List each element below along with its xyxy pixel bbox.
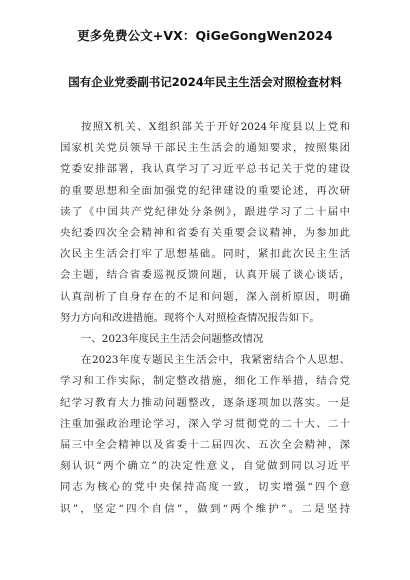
paragraph-line: 党委安排部署，我认真学习了习近平总书记关于党的建设 xyxy=(60,163,350,176)
paragraph-line: 认真剖析了自身存在的不足和问题，深入剖析原因，明确 xyxy=(60,290,350,303)
paragraph-line: 按照X机关、X组织部关于开好2024年度县以上党和 xyxy=(81,121,350,133)
paragraph-line: 国家机关党员领导干部民主生活会的通知要求，按照集团 xyxy=(60,142,350,155)
paragraph-line: 次民主生活会打牢了思想基础。同时，紧扣此次民主生活 xyxy=(60,248,350,261)
section-heading: 一、2023年度民主生活会问题整改情况 xyxy=(81,333,264,346)
paragraph-line: 识”，坚定“四个自信”，做到“两个维护”。二是坚持 xyxy=(60,502,350,515)
paragraph-line: 刻认识“两个确立”的决定性意义，自觉做到同以习近平 xyxy=(60,460,350,473)
header-banner: 更多免费公文+VX：QiGeGongWen2024 xyxy=(77,28,333,43)
paragraph-line: 纪学习教育大力推动问题整改，逐条逐项加以落实。一是 xyxy=(60,396,350,409)
paragraph-line: 努力方向和改进措施。现将个人对照检查情况报告如下。 xyxy=(60,311,320,324)
paragraph-line: 注重加强政治理论学习，深入学习贯彻党的二十大、二十 xyxy=(60,417,350,430)
paragraph-line: 届三中全会精神以及省委十二届四次、五次全会精神，深 xyxy=(60,439,350,452)
paragraph-line: 会主题，结合省委巡视反馈问题，认真开展了谈心谈话， xyxy=(60,269,350,282)
paragraph-line: 央纪委四次全会精神和省委有关重要会议精神，为参加此 xyxy=(60,227,350,240)
document-title: 国有企业党委副书记2024年民主生活会对照检查材料 xyxy=(68,75,342,89)
paragraph-line: 的重要思想和全面加强党的纪律建设的重要论述，再次研 xyxy=(60,184,350,197)
paragraph-line: 同志为核心的党中央保持高度一致，切实增强“四个意 xyxy=(60,481,350,494)
document-body xyxy=(60,117,350,520)
paragraph-line: 读了《中国共产党纪律处分条例》，跟进学习了二十届中 xyxy=(60,205,350,218)
paragraph-line: 在2023年度专题民主生活会中，我紧密结合个人思想、 xyxy=(81,354,350,367)
paragraph-line: 学习和工作实际，制定整改措施，细化工作举措，结合党 xyxy=(60,375,350,388)
